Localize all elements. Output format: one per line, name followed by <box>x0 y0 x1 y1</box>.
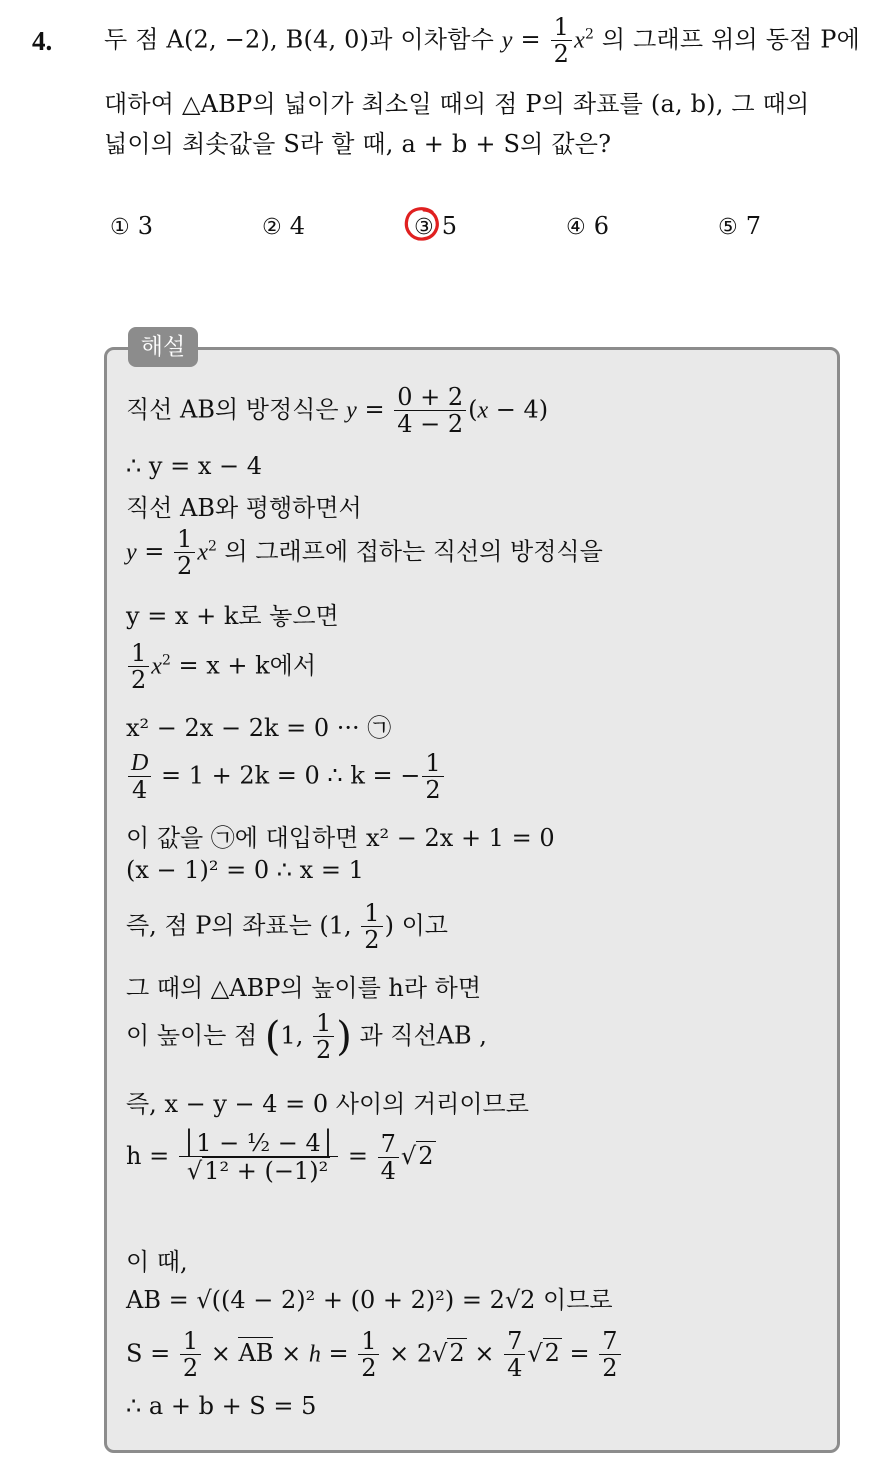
choice-value: 6 <box>593 212 610 240</box>
question-text-1b: 의 그래프 위의 동점 P에 <box>594 25 861 54</box>
answer-circle-mark-icon <box>402 204 442 244</box>
solution-line-13: 이 높이는 점 (1, $\frac{1}{2}$ ) 과 직선AB , <box>126 1009 487 1065</box>
question-line-2: 대하여 △ABP의 넓이가 최소일 때의 점 P의 좌표를 (a, b), 그 때의 <box>104 90 810 118</box>
sol-text: S = <box>126 1339 178 1368</box>
sol-text: 즉, 점 P의 좌표는 (1, <box>126 911 360 940</box>
solution-line-5: y = x + k로 놓으면 <box>126 602 339 630</box>
choice-symbol: ⑤ <box>718 215 738 240</box>
solution-line-18: S = $\frac{1}{2}$ × AB × h = $\frac{1}{2}$ × 2√2 × $\frac{7}{4}$ √2 = $\frac{7}{2}$ <box>126 1328 623 1382</box>
solution-line-9: 이 값을 ㉠에 대입하면 x² − 2x + 1 = 0 <box>126 824 555 852</box>
choice-2[interactable] <box>262 212 305 240</box>
choice-symbol: ③ <box>414 215 434 240</box>
solution-line-7: x² − 2x − 2k = 0 ··· ㉠ <box>126 714 392 742</box>
choice-1[interactable] <box>110 212 153 240</box>
solution-line-16: 이 때, <box>126 1248 188 1276</box>
sol-text: h = <box>126 1141 177 1170</box>
sol-text: ) 이고 <box>384 911 448 940</box>
sol-text: 과 직선AB , <box>351 1021 487 1050</box>
solution-line-12: 그 때의 △ABP의 높이를 h라 하면 <box>126 974 482 1002</box>
solution-line-6: $\frac{1}{2}$ $x^2 = x + k$에서 <box>126 640 316 694</box>
choice-value: 4 <box>289 212 306 240</box>
solution-tag: 해설 <box>128 327 198 367</box>
solution-line-14: 즉, x − y − 4 = 0 사이의 거리이므로 <box>126 1090 529 1118</box>
sol-text: = 1 + 2k = 0 ∴ k = − <box>153 761 421 790</box>
choice-5[interactable] <box>718 212 761 240</box>
question-text-1a: 두 점 A(2, −2), B(4, 0)과 이차함수 <box>104 25 502 54</box>
solution-line-19: ∴ a + b + S = 5 <box>126 1392 317 1420</box>
choice-value: 5 <box>441 212 458 240</box>
solution-line-17: AB = √((4 − 2)² + (0 + 2)²) = 2√2 이므로 <box>126 1286 613 1314</box>
frac-half: $\frac{1}{2}$ <box>551 14 572 68</box>
choice-symbol: ② <box>262 215 282 240</box>
sol-text: 이 높이는 점 <box>126 1021 265 1050</box>
solution-line-10: (x − 1)² = 0 ∴ x = 1 <box>126 856 364 884</box>
answer-choices <box>0 212 884 248</box>
solution-line-11: 즉, 점 P의 좌표는 (1, $\frac{1}{2}$ ) 이고 <box>126 899 448 955</box>
sol-text: 의 그래프에 접하는 직선의 방정식을 <box>216 537 603 566</box>
solution-line-8: $\frac{D}{4}$ = 1 + 2k = 0 ∴ k = − $\frac{1}{2}$ <box>126 750 446 804</box>
choice-symbol: ① <box>110 215 130 240</box>
choice-4[interactable] <box>566 212 609 240</box>
question-line-1: 두 점 A(2, −2), B(4, 0)과 이차함수 y = $\frac{1}{2}$ $x^2$ 의 그래프 위의 동점 P에 <box>104 13 861 69</box>
sol-text: = x + k에서 <box>170 651 317 680</box>
choice-value: 7 <box>745 212 762 240</box>
question-line-3: 넓이의 최솟값을 S라 할 때, a + b + S의 값은? <box>104 130 612 158</box>
sol-text: 직선 AB의 방정식은 <box>126 395 347 424</box>
solution-line-4: y = $\frac{1}{2}$ $x^2$ 의 그래프에 접하는 직선의 방정식을 <box>126 525 603 581</box>
solution-line-3: 직선 AB와 평행하면서 <box>126 494 362 522</box>
choice-symbol: ④ <box>566 215 586 240</box>
choice-value: 3 <box>137 212 154 240</box>
solution-line-15: h = $\frac{\text{│1 − ½ − 4│}}{\text{√1² + (−1)²}}$ = $\frac{7}{4}$ √2 <box>126 1129 434 1186</box>
solution-line-1: 직선 AB의 방정식은 y = $\frac{0 + 2}{4 - 2}$ (x − 4) <box>126 383 549 439</box>
solution-line-2: ∴ y = x − 4 <box>126 452 262 480</box>
question-number: 4. <box>32 26 53 56</box>
